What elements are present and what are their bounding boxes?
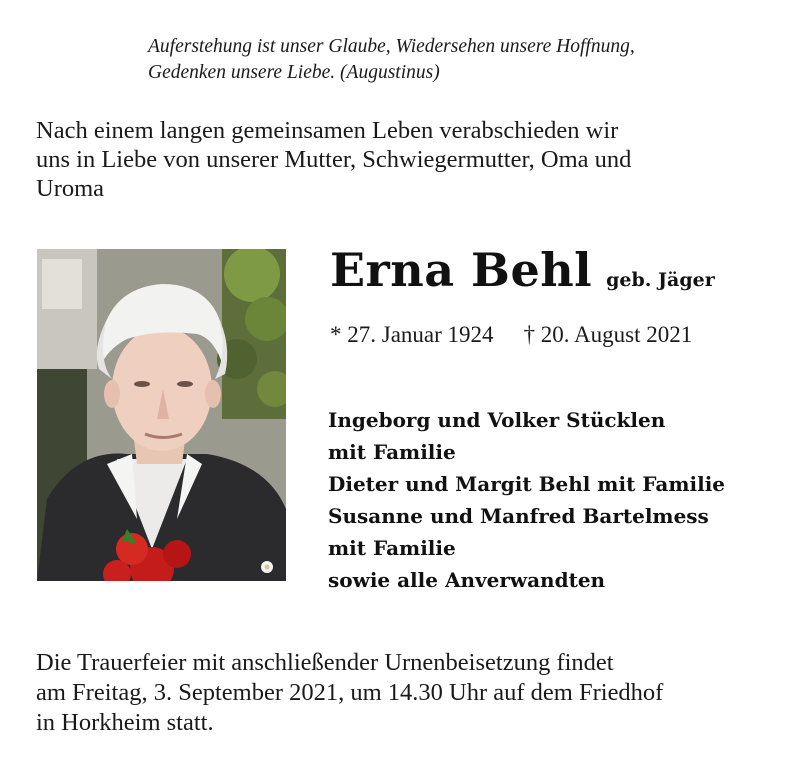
service-line-3: in Horkheim statt. <box>36 709 214 736</box>
service-announcement <box>36 648 786 738</box>
mourner-line: Dieter und Margit Behl mit Familie <box>328 472 726 496</box>
mourners-list <box>328 404 788 596</box>
intro-line-2: uns in Liebe von unserer Mutter, Schwiegermutter, Oma und <box>36 146 632 173</box>
quote-line-1: Auferstehung ist unser Glaube, Wiedersehen unsere Hoffnung, <box>148 36 635 57</box>
maiden-name: geb. Jäger <box>606 269 715 291</box>
service-line-2: am Freitag, 3. September 2021, um 14.30 Uhr auf dem Friedhof <box>36 679 664 706</box>
service-line-1: Die Trauerfeier mit anschließender Urnenbeisetzung findet <box>36 649 614 676</box>
mourner-line: sowie alle Anverwandten <box>328 568 606 592</box>
life-dates <box>330 322 692 348</box>
death-date: † 20. August 2021 <box>523 322 693 347</box>
intro-text <box>36 116 776 203</box>
mourner-line: mit Familie <box>328 440 456 464</box>
birth-date: * 27. Januar 1924 <box>330 322 494 347</box>
intro-line-3: Uroma <box>36 175 105 202</box>
deceased-name: Erna Behl <box>330 243 593 297</box>
mourner-line: Susanne und Manfred Bartelmess <box>328 504 709 528</box>
intro-line-1: Nach einem langen gemeinsamen Leben verabschieden wir <box>36 117 619 144</box>
portrait-illustration <box>37 249 286 581</box>
epigraph-quote <box>148 34 788 86</box>
mourner-line: Ingeborg und Volker Stücklen <box>328 408 666 432</box>
quote-line-2: Gedenken unsere Liebe. (Augustinus) <box>148 62 440 83</box>
mourner-line: mit Familie <box>328 536 456 560</box>
portrait-photo <box>37 249 286 581</box>
deceased-name-line <box>330 243 715 297</box>
